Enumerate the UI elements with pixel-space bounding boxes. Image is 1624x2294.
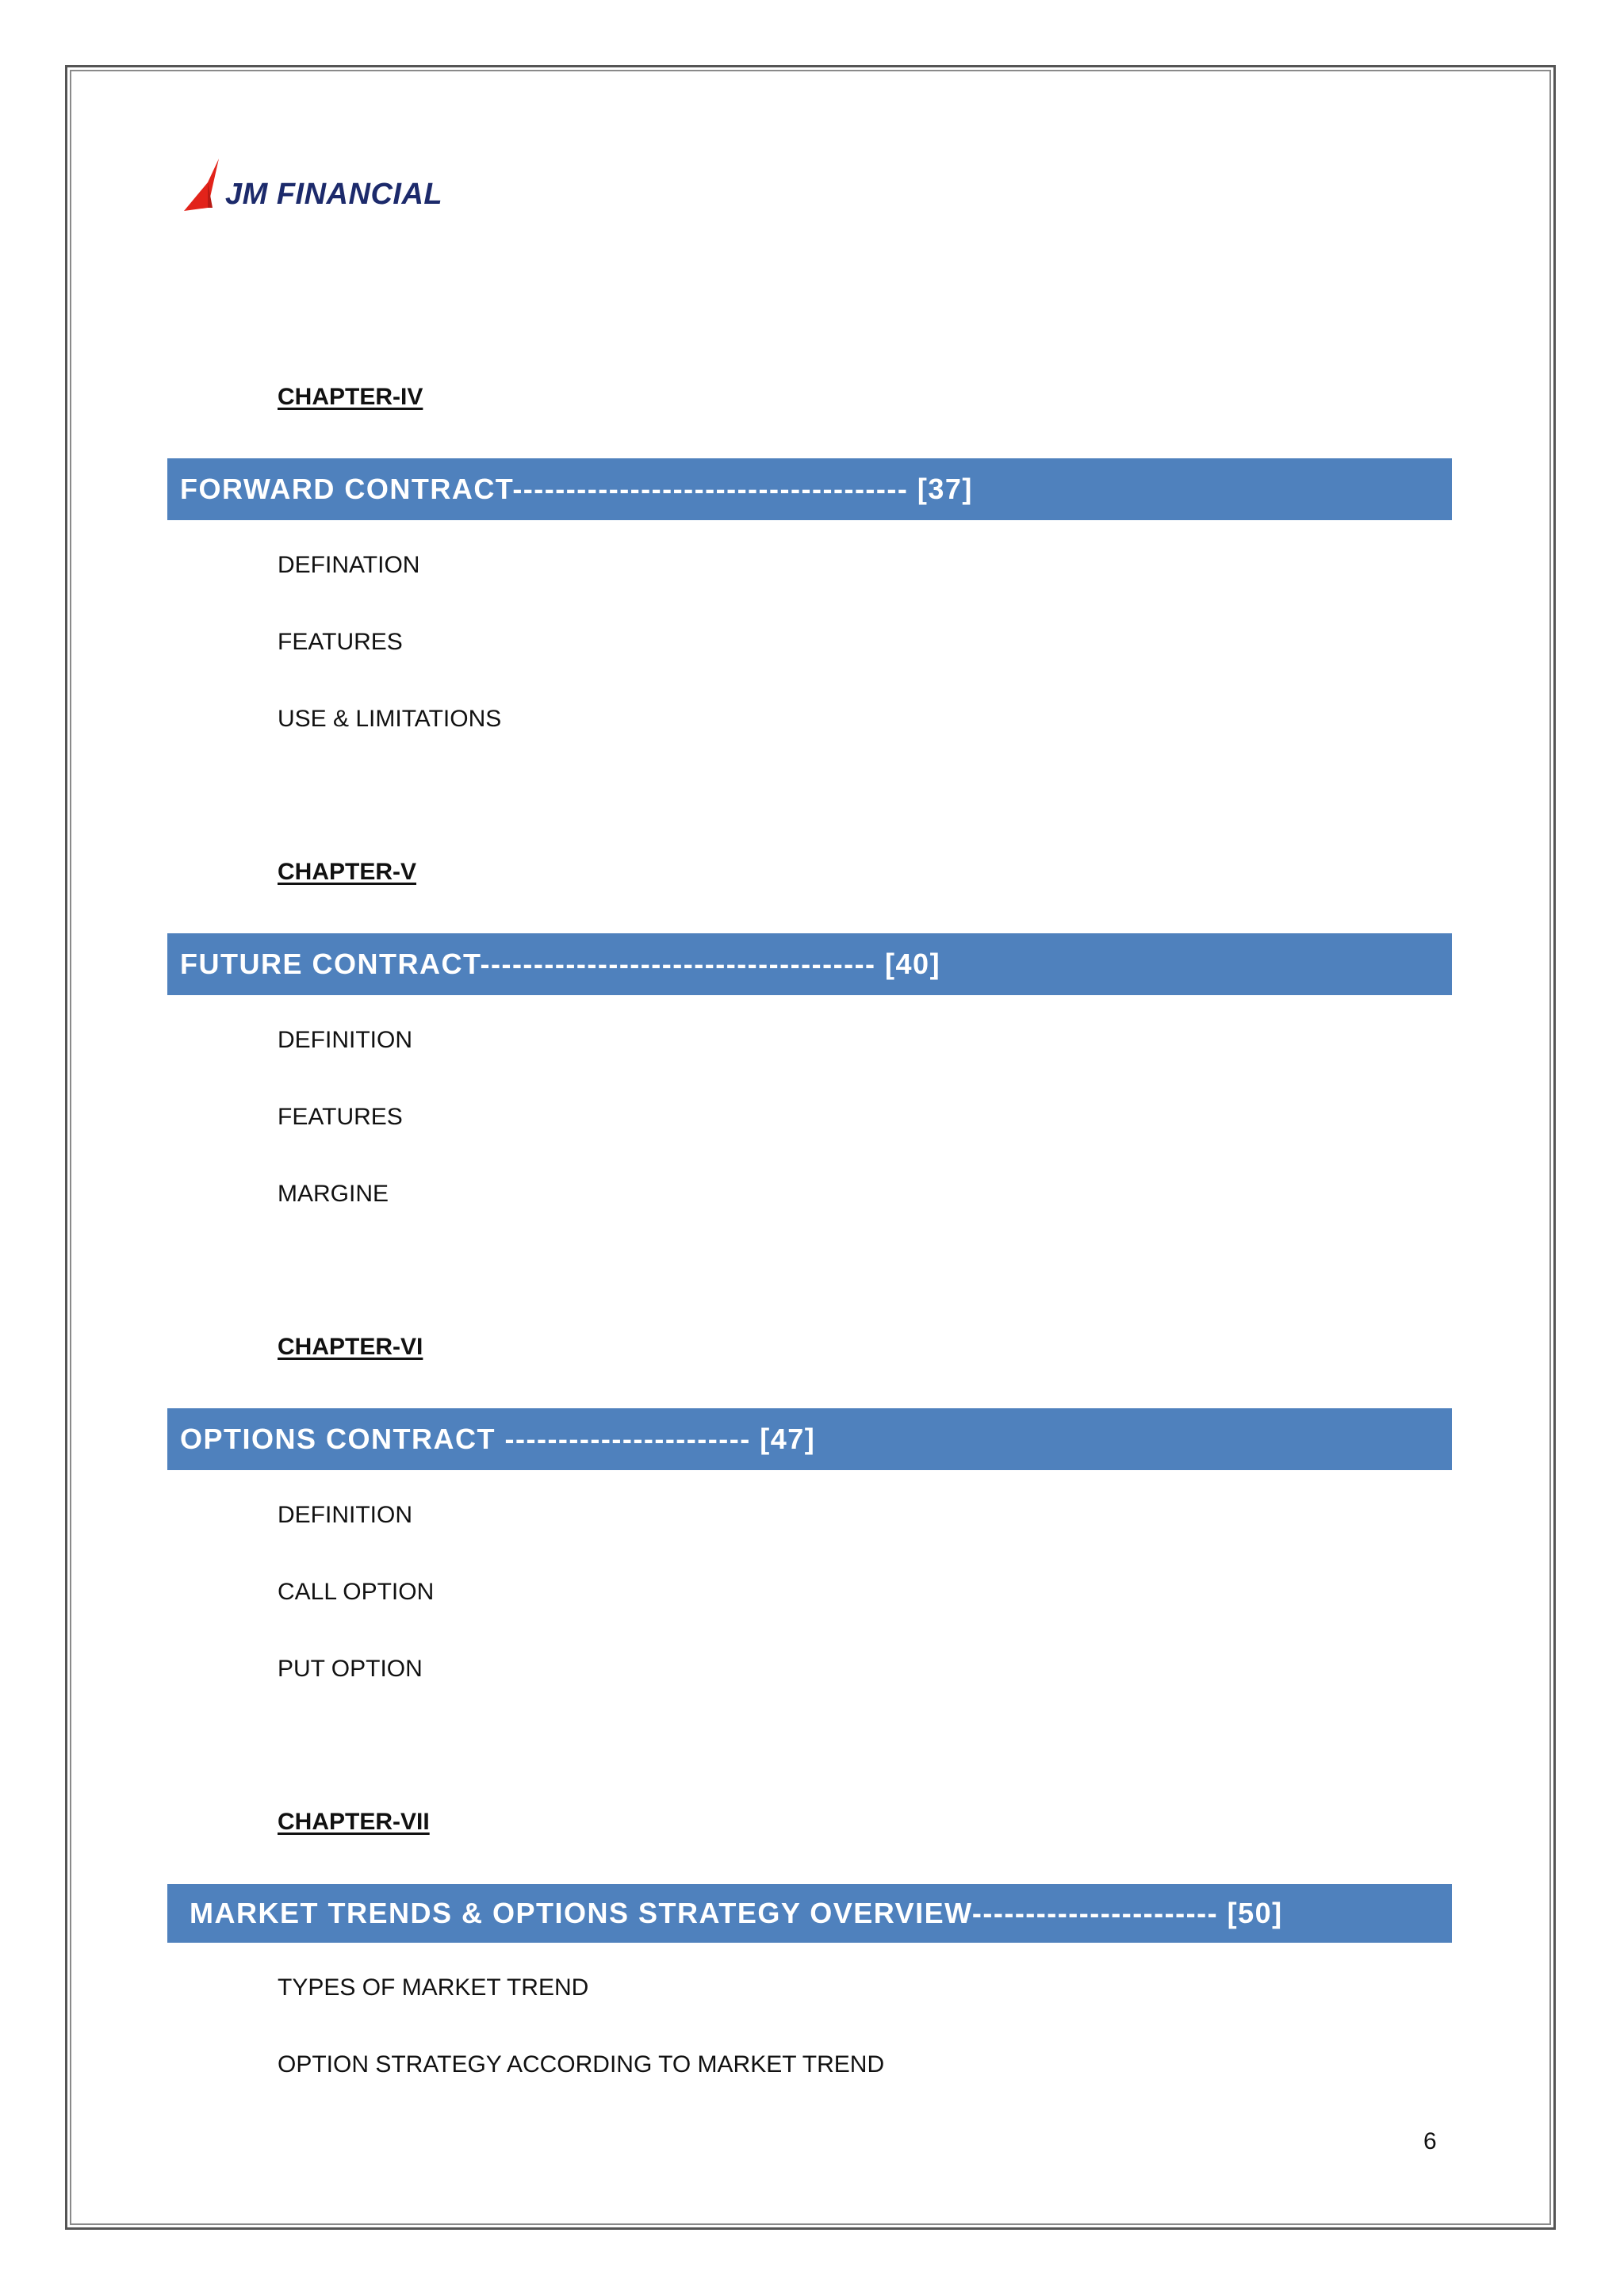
toc-item: FEATURES bbox=[278, 1104, 403, 1130]
toc-item: FEATURES bbox=[278, 629, 403, 655]
chapter-label: CHAPTER-VII bbox=[278, 1809, 430, 1835]
logo-text: JM FINANCIAL bbox=[225, 178, 443, 211]
toc-item: TYPES OF MARKET TREND bbox=[278, 1974, 589, 2001]
sail-logo-icon bbox=[184, 159, 220, 213]
chapter-label: CHAPTER-V bbox=[278, 859, 417, 885]
page-number: 6 bbox=[1423, 2128, 1437, 2154]
toc-item: DEFINATION bbox=[278, 552, 420, 578]
jm-financial-logo bbox=[184, 157, 442, 213]
toc-item: MARGINE bbox=[278, 1181, 389, 1207]
toc-item: OPTION STRATEGY ACCORDING TO MARKET TREND bbox=[278, 2051, 885, 2078]
section-heading-bar: FORWARD CONTRACT------------------------------------- [37] bbox=[167, 458, 1452, 520]
toc-item: DEFINITION bbox=[278, 1027, 412, 1053]
toc-item: CALL OPTION bbox=[278, 1579, 435, 1605]
section-heading-bar: OPTIONS CONTRACT ----------------------- [47] bbox=[167, 1408, 1452, 1470]
toc-item: PUT OPTION bbox=[278, 1656, 423, 1682]
section-heading-bar: FUTURE CONTRACT------------------------------------- [40] bbox=[167, 933, 1452, 995]
chapter-label: CHAPTER-VI bbox=[278, 1334, 423, 1360]
toc-item: DEFINITION bbox=[278, 1502, 412, 1528]
toc-item: USE & LIMITATIONS bbox=[278, 706, 502, 732]
section-heading-bar: MARKET TRENDS & OPTIONS STRATEGY OVERVIEW----------------------- [50] bbox=[167, 1884, 1452, 1943]
chapter-label: CHAPTER-IV bbox=[278, 384, 423, 410]
